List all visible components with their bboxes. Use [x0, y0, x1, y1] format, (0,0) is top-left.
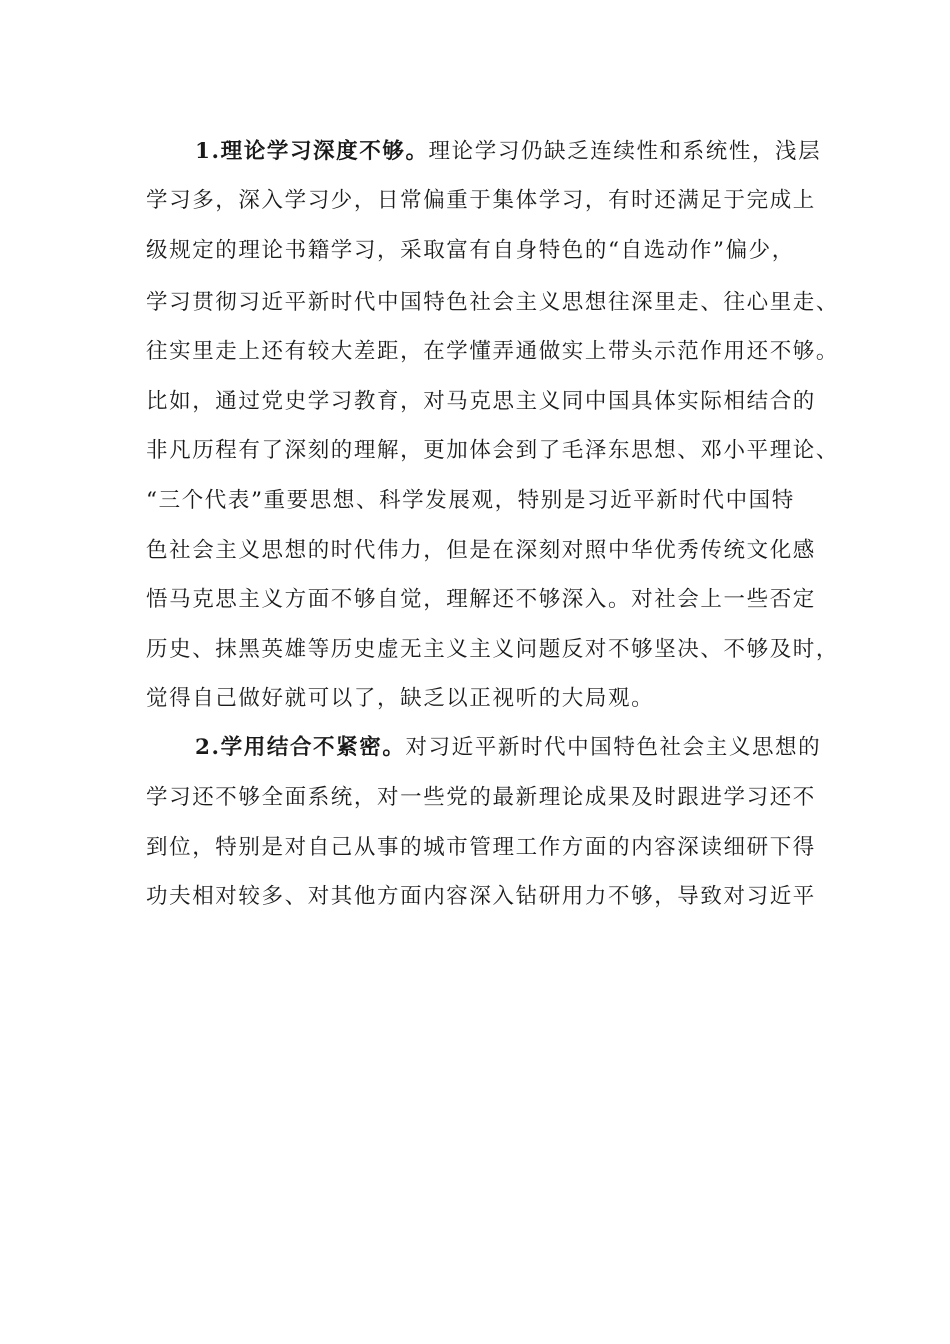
paragraph-2-line-4: 功夫相对较多、对其他方面内容深入钻研用力不够，导致对习近平: [146, 884, 816, 909]
paragraph-1-heading: 1.理论学习深度不够。: [195, 139, 429, 164]
paragraph-1-line-8: “三个代表”重要思想、科学发展观，特别是习近平新时代中国特: [146, 488, 795, 513]
paragraph-1-first-line-text: 理论学习仍缺乏连续性和系统性，浅层: [428, 139, 822, 164]
paragraph-2-first-line: [195, 728, 821, 768]
paragraph-2-first-line-text: 对习近平新时代中国特色社会主义思想的: [405, 735, 822, 760]
paragraph-1-line-9: 色社会主义思想的时代伟力，但是在深刻对照中华优秀传统文化感: [146, 538, 816, 563]
paragraph-2-line-2: 学习还不够全面系统，对一些党的最新理论成果及时跟进学习还不: [146, 785, 816, 810]
paragraph-1-line-7: 非凡历程有了深刻的理解，更加体会到了毛泽东思想、邓小平理论、: [146, 438, 840, 463]
paragraph-2-heading: 2.学用结合不紧密。: [195, 735, 406, 760]
paragraph-1-first-line: [195, 132, 821, 172]
paragraph-1-line-3: 级规定的理论书籍学习，采取富有自身特色的“自选动作”偏少，: [146, 238, 795, 263]
paragraph-1-line-11: 历史、抹黑英雄等历史虚无主义主义问题反对不够坚决、不够及时，: [146, 637, 840, 662]
paragraph-1-line-5: 往实里走上还有较大差距，在学懂弄通做实上带头示范作用还不够。: [146, 339, 840, 364]
paragraph-2-line-3: 到位，特别是对自己从事的城市管理工作方面的内容深读细研下得: [146, 835, 816, 860]
paragraph-1-line-10: 悟马克思主义方面不够自觉，理解还不够深入。对社会上一些否定: [146, 587, 816, 612]
paragraph-1-line-12: 觉得自己做好就可以了，缺乏以正视听的大局观。: [146, 686, 655, 711]
paragraph-1-line-2: 学习多，深入学习少，日常偏重于集体学习，有时还满足于完成上: [146, 188, 816, 213]
paragraph-1-line-6: 比如，通过党史学习教育，对马克思主义同中国具体实际相结合的: [146, 389, 816, 414]
paragraph-1-line-4: 学习贯彻习近平新时代中国特色社会主义思想往深里走、往心里走、: [146, 290, 840, 315]
